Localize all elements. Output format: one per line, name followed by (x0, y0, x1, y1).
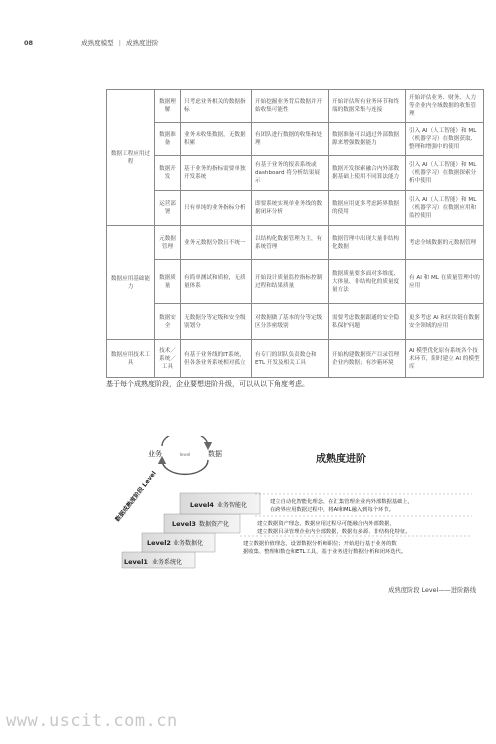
table-cell: 开始构建数据资产目录管理企业内数据；有沙箱环境 (329, 340, 406, 378)
subcategory-cell: 数据开发 (155, 156, 181, 191)
page-header (24, 38, 158, 47)
cycle-arrow-top (162, 436, 208, 446)
table-cell: 引入 AI（人工智能）和 ML（机器学习）在数据获取、整理和增强中的使用 (406, 123, 484, 156)
table-cell: 有团队进行数据的收集和处理 (252, 123, 329, 156)
category-cell: 数据应用技术工具 (107, 340, 155, 378)
table-cell: 更多考虑 AI 和区块链在数据安全领域的应用 (406, 304, 484, 340)
subcategory-cell: 元数据管理 (155, 226, 181, 260)
level4-description-line2: 在跨界应用数据过程中，将AI和ML融入到每个环节。 (270, 507, 394, 513)
subcategory-cell: 数据质量 (155, 260, 181, 304)
table-cell: 只有单纯的业务指标分析 (181, 191, 252, 226)
header-separator: | (118, 39, 121, 47)
level4-label: Level4 (190, 501, 214, 509)
table-cell: 业务未收集数据，无数据积累 (181, 123, 252, 156)
maturity-table (106, 89, 484, 378)
level3-label: Level3 (172, 520, 196, 528)
table-cell: 引入 AI（人工智能）和 ML（机器学习）在数据探索分析中使用 (406, 156, 484, 191)
table-cell: AI 模型优化原有系统各个技术环节，阳时建立 AI 的模型库 (406, 340, 484, 378)
level1-name: 业务系统化 (152, 559, 183, 566)
cycle-label-level: level (179, 453, 191, 458)
level4-name: 业务智能化 (217, 502, 248, 509)
cycle-arrow-bottom (162, 460, 208, 474)
level2-label: Level2 (147, 539, 171, 547)
category-cell: 数据应用基础能力 (107, 226, 155, 340)
category-cell: 数据工程应用过程 (107, 90, 155, 226)
level3-name: 数据资产化 (199, 521, 230, 528)
table-row (107, 226, 484, 260)
table-cell: 有简单测试和质检，无质量体系 (181, 260, 252, 304)
table-cell: 数据管理中出现大量非结构化数据 (329, 226, 406, 260)
subcategory-cell: 运营部署 (155, 191, 181, 226)
level1-description-line2: 据收集、整理和数仓和ETL工具，基于业务进行数据分析和闭环迭代。 (243, 549, 407, 555)
table-cell: 有专门的团队负责数仓和 ETL 开发及相关工具 (252, 340, 329, 378)
table-cell: 需要考虑数据跟通的安全隐私保护问题 (329, 304, 406, 340)
watermark: www.uscit.com.cn (6, 711, 178, 731)
table-row (107, 191, 484, 226)
figure-caption: 成熟度阶段 Level——进阶路线 (388, 587, 476, 594)
level3-description-line1: 建立数据资产理念，数据应用过程尽可能融合内外部数据， (257, 521, 395, 527)
subcategory-cell: 技术／系统／工具 (155, 340, 181, 378)
table-row (107, 304, 484, 340)
table-cell: 数据准备可以通过外部数据源来增强数据能力 (329, 123, 406, 156)
book-title: 成熟度模型 (81, 39, 114, 47)
diagram-title: 成熟度进阶 (316, 454, 366, 465)
table-cell: 有基于业务的报表系统或 dashboard 将分析结果展示 (252, 156, 329, 191)
cycle-label-data: 数据 (208, 450, 222, 458)
table-row (107, 90, 484, 123)
table-row (107, 156, 484, 191)
table-cell: 对数据做了基本的分等定级区分涉密级别 (252, 304, 329, 340)
table-cell: 有基于业务线的IT系统，但各条业务系统相对孤立 (181, 340, 252, 378)
table-cell: 业务元数据分散且不统一 (181, 226, 252, 260)
subcategory-cell: 数据理解 (155, 90, 181, 123)
business-data-cycle (148, 436, 222, 474)
subcategory-cell: 数据准备 (155, 123, 181, 156)
level3-description-line2: 建立数据目录管理企业内全部数据，数据有多源、非结构化特征。 (257, 529, 411, 535)
table-cell: 考虑全域数据的元数据管理 (406, 226, 484, 260)
level1-description-line1: 建立数据价值理念，设置数据分析师职位；开始进行基于业务的数 (243, 541, 397, 547)
table-cell: 开始挖掘业务背后数据并开始收集可能性 (252, 90, 329, 123)
table-cell: 数据质量要多面对多维度、大体量、非结构化的质量度量方法 (329, 260, 406, 304)
table-cell: 数据开发探索融合内外部数据基础上使用不同算法能力 (329, 156, 406, 191)
table-cell: 以结构化数据管理为主，有系统管理 (252, 226, 329, 260)
table-row (107, 260, 484, 304)
level2-name: 业务数据化 (173, 540, 204, 547)
table-cell: 基于业务的指标需要单独开发系统 (181, 156, 252, 191)
intro-text: 基于每个成熟度阶段，企业要想进阶升级，可以从以下角度考虑。 (106, 380, 309, 388)
table-cell: 开始评估业务、财务、人力等企业内全域数据的收集管理 (406, 90, 484, 123)
page-number: 08 (24, 39, 34, 47)
maturity-roadmap-diagram (110, 436, 480, 571)
table-row (107, 123, 484, 156)
table-cell: 只考虑业务相关的数据指标 (181, 90, 252, 123)
level4-description-line1: 建立自动化智能化理念，在汇集管理企业内外部数据基础上， (270, 499, 414, 505)
table-cell: 无数据分等定级和安全级别划分 (181, 304, 252, 340)
chapter-title: 成熟度进阶 (125, 39, 159, 47)
table-row (107, 340, 484, 378)
table-cell: 开始评估所有业务环节和终端的数据采集与连接 (329, 90, 406, 123)
table-cell: 引入 AI（人工智能）和 ML（机器学习）在数据应用和监控使用 (406, 191, 484, 226)
cycle-label-business: 业务 (148, 450, 162, 458)
table-cell: 开始设计质量监控指标控制过程和结果质量 (252, 260, 329, 304)
level1-label: Level1 (124, 558, 148, 566)
table-cell: 即要系统实现单业务线的数据闭环分析 (252, 191, 329, 226)
table-cell: 数据应用更多考虑跨界数据的使用 (329, 191, 406, 226)
table-cell: 有 AI 和 ML 在质量管理中的应用 (406, 260, 484, 304)
subcategory-cell: 数据安全 (155, 304, 181, 340)
axis-label: 数据成熟度阶段 Level (114, 470, 158, 524)
